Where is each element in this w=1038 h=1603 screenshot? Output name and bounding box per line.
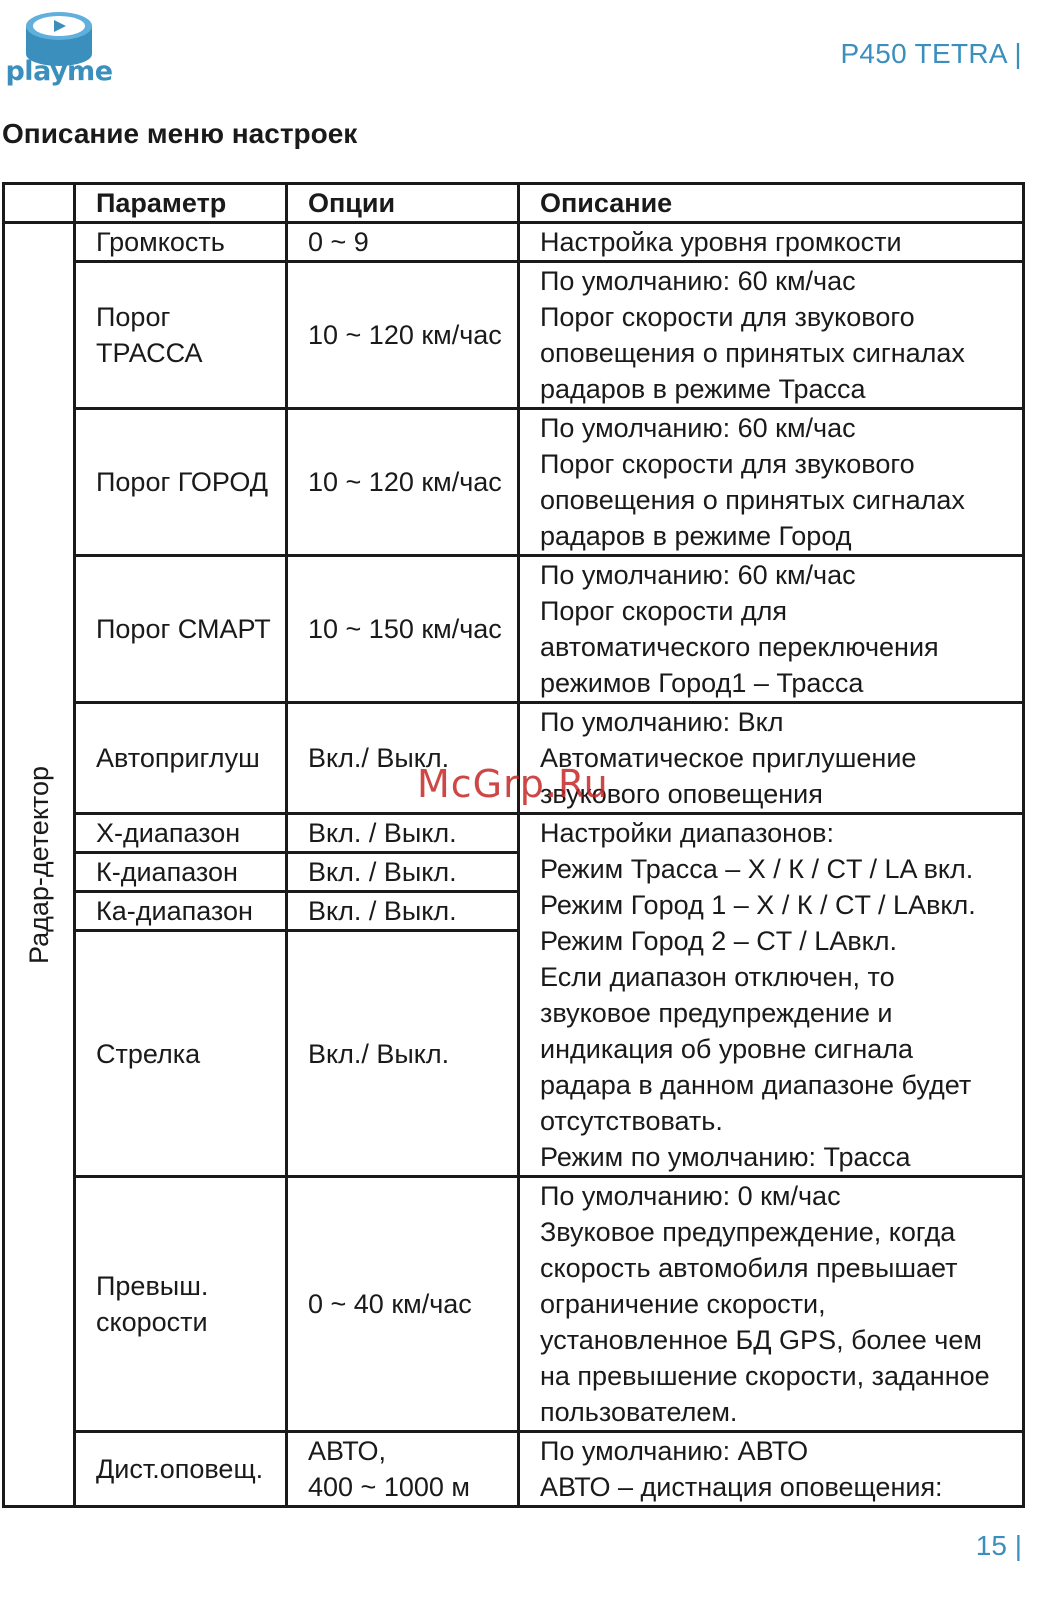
options-cell: Вкл. / Выкл.	[287, 892, 519, 931]
table-row	[4, 814, 1024, 853]
options-cell: Вкл. / Выкл.	[287, 853, 519, 892]
options-cell: Вкл. / Выкл.	[287, 814, 519, 853]
description-cell: По умолчанию: АВТО АВТО – дистнация оповещения:	[519, 1432, 1024, 1507]
options-cell: 0 ~ 9	[287, 223, 519, 262]
header-category	[4, 184, 75, 223]
parameter-cell: Стрелка	[75, 931, 287, 1177]
header-description: Описание	[519, 184, 1024, 223]
description-cell: По умолчанию: 60 км/час Порог скорости для звукового оповещения о принятых сигналах радаров в режиме Город	[519, 409, 1024, 556]
parameter-cell: К-диапазон	[75, 853, 287, 892]
description-cell: По умолчанию: Вкл Автоматическое приглушение звукового оповещения	[519, 703, 1024, 814]
logo-text: playme	[5, 56, 113, 87]
parameter-cell: Порог ГОРОД	[75, 409, 287, 556]
parameter-cell: Порог ТРАССА	[75, 262, 287, 409]
settings-table	[2, 182, 1025, 1508]
table-row	[4, 409, 1024, 556]
header-parameter: Параметр	[75, 184, 287, 223]
page-title: Описание меню настроек	[2, 118, 358, 149]
options-cell: 10 ~ 120 км/час	[287, 409, 519, 556]
options-cell: АВТО, 400 ~ 1000 м	[287, 1432, 519, 1507]
options-cell: Вкл./ Выкл.	[287, 703, 519, 814]
description-cell: По умолчанию: 0 км/час Звуковое предупреждение, когда скорость автомобиля превышает ограничение скорости, установленное БД GPS, более чем на превышение скорости, заданное пользователем.	[519, 1177, 1024, 1432]
model-name: P450 TETRA |	[840, 38, 1022, 69]
category-label: Радар-детектор	[24, 765, 54, 964]
parameter-cell: Порог СМАРТ	[75, 556, 287, 703]
parameter-cell: Ка-диапазон	[75, 892, 287, 931]
category-cell	[4, 223, 75, 1507]
table-row	[4, 556, 1024, 703]
parameter-cell: Х-диапазон	[75, 814, 287, 853]
header-options: Опции	[287, 184, 519, 223]
parameter-cell: Превыш. скорости	[75, 1177, 287, 1432]
page-number: 15 |	[975, 1530, 1022, 1561]
options-cell: 0 ~ 40 км/час	[287, 1177, 519, 1432]
table-header-row	[4, 184, 1024, 223]
options-cell: 10 ~ 150 км/час	[287, 556, 519, 703]
parameter-cell: Автоприглуш	[75, 703, 287, 814]
table-row	[4, 1432, 1024, 1507]
description-cell: Настройки диапазонов: Режим Трасса – X / К / CT / LA вкл. Режим Город 1 – X / К / CT / LAвкл. Режим Город 2 – CT / LAвкл. Если диапазон отключен, то звуковое предупреждение и индикация об уровне сигнала радара в данном диапазоне будет отсутствовать. Режим по умолчанию: Трасса	[519, 814, 1024, 1177]
description-cell: По умолчанию: 60 км/час Порог скорости для звукового оповещения о принятых сигналах радаров в режиме Трасса	[519, 262, 1024, 409]
table-row	[4, 1177, 1024, 1432]
table-row	[4, 223, 1024, 262]
description-cell: По умолчанию: 60 км/час Порог скорости для автоматического переключения режимов Город1 – Трасса	[519, 556, 1024, 703]
options-cell: 10 ~ 120 км/час	[287, 262, 519, 409]
parameter-cell: Дист.оповещ.	[75, 1432, 287, 1507]
table-row	[4, 262, 1024, 409]
options-cell: Вкл./ Выкл.	[287, 931, 519, 1177]
watermark: McGrp.Ru	[417, 762, 609, 806]
description-cell: Настройка уровня громкости	[519, 223, 1024, 262]
parameter-cell: Громкость	[75, 223, 287, 262]
